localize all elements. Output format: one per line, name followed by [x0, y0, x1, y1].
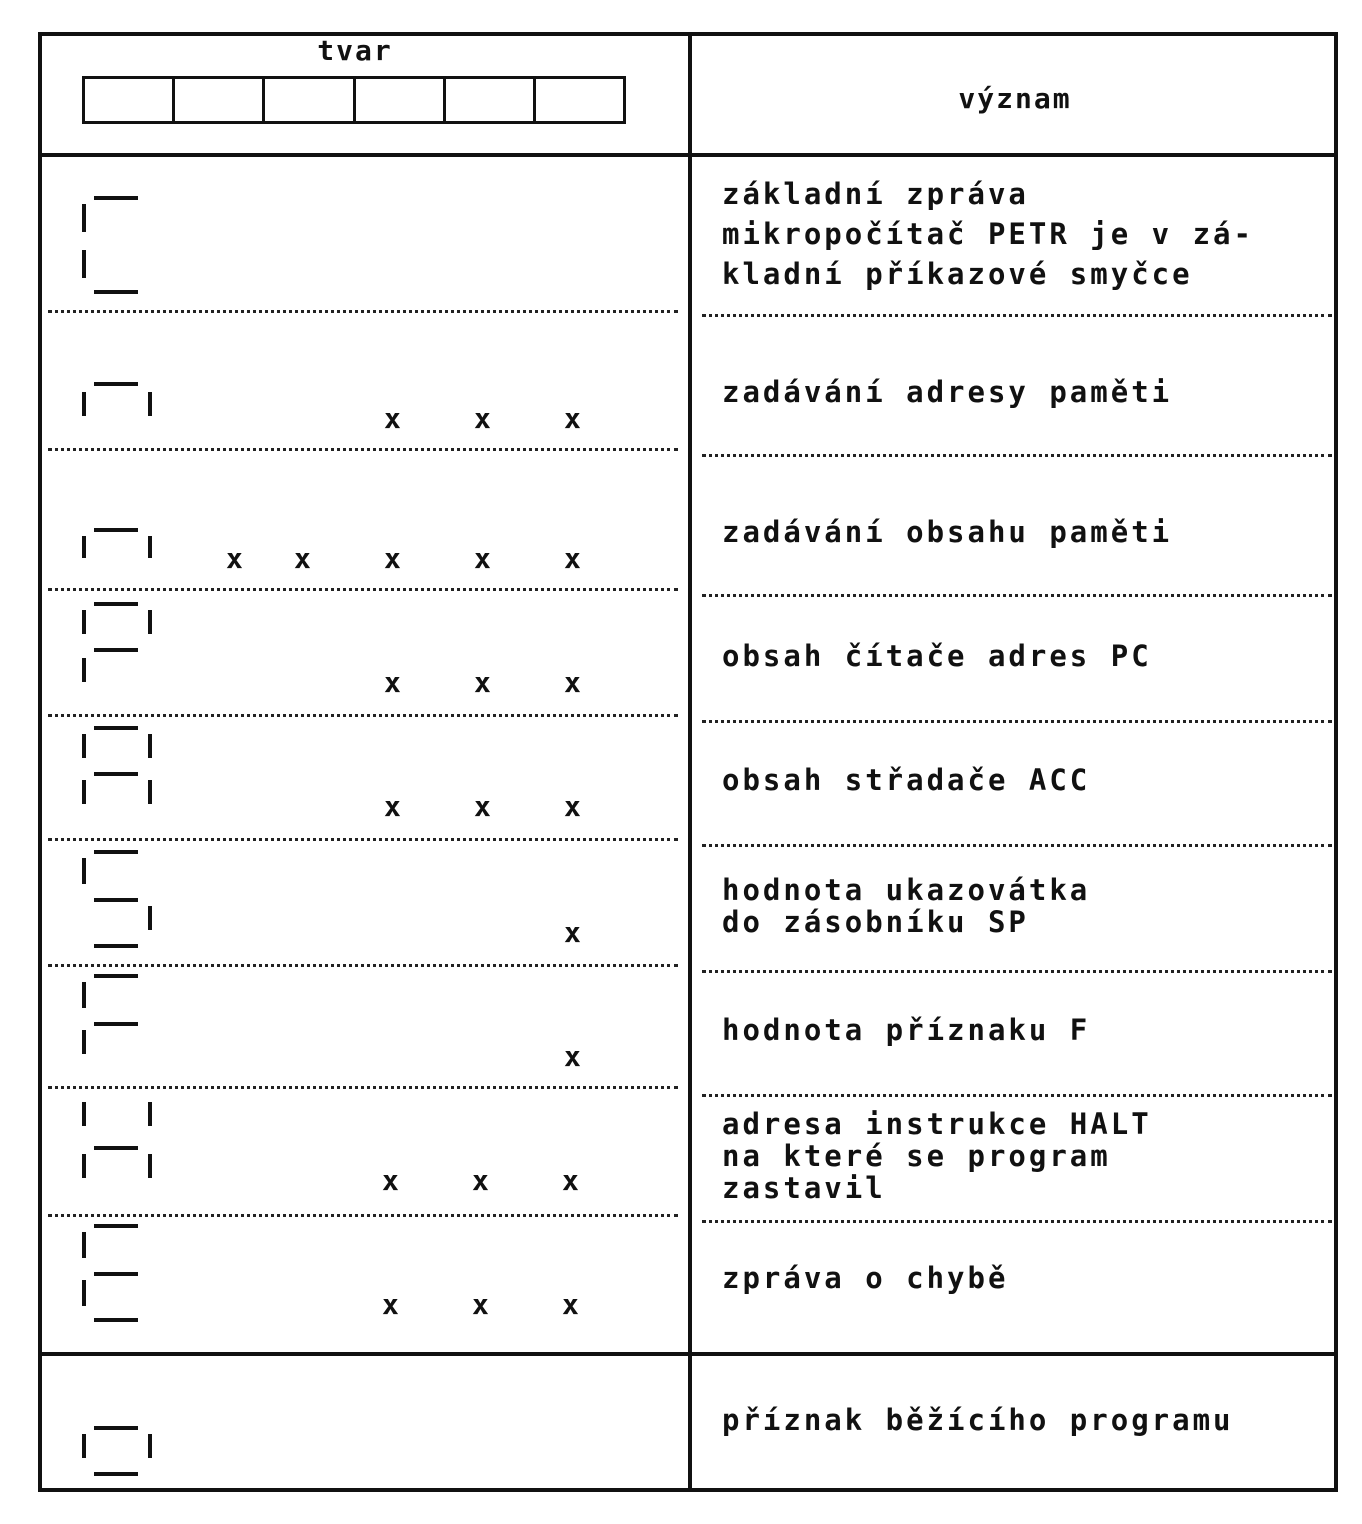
- meaning-text: hodnota ukazovátka do zásobníku SP: [722, 873, 1091, 939]
- digit-mark: x: [384, 790, 401, 823]
- meaning-text: zpráva o chybě: [722, 1261, 1009, 1295]
- digit-mark: x: [384, 402, 401, 435]
- meaning-text: adresa instrukce HALT na které se program zastavil: [722, 1107, 1152, 1205]
- meaning-text: zadávání obsahu paměti: [722, 515, 1173, 549]
- segment-glyph-row-7: [84, 1104, 150, 1176]
- digit-mark: x: [564, 1040, 581, 1073]
- shape-header-label: tvar: [317, 34, 393, 67]
- meaning-text: obsah čítače adres PC: [722, 639, 1152, 673]
- digit-mark: x: [382, 1164, 399, 1197]
- digit-mark: x: [564, 790, 581, 823]
- segment-glyph-row-3: [84, 604, 150, 680]
- segment-glyph-row-4: [84, 728, 150, 802]
- meaning-text: zadávání adresy paměti: [722, 375, 1173, 409]
- segment-glyph-row-5: [84, 852, 150, 946]
- digit-mark: x: [384, 542, 401, 575]
- digit-mark: x: [382, 1288, 399, 1321]
- digit-mark: x: [474, 402, 491, 435]
- digit-mark: x: [564, 542, 581, 575]
- digit-mark: x: [474, 790, 491, 823]
- meaning-text: příznak běžícího programu: [722, 1403, 1234, 1437]
- digit-mark: x: [564, 402, 581, 435]
- digit-mark: x: [564, 916, 581, 949]
- segment-glyph-row-2: [84, 530, 150, 556]
- segment-glyph-row-0: [84, 198, 136, 292]
- digit-mark: x: [472, 1164, 489, 1197]
- digit-mark: x: [294, 542, 311, 575]
- digit-mark: x: [474, 666, 491, 699]
- digit-mark: x: [474, 542, 491, 575]
- meaning-text: obsah střadače ACC: [722, 763, 1091, 797]
- meaning-text: základní zpráva mikropočítač PETR je v zá- kladní příkazové smyčce: [722, 177, 1254, 291]
- digit-mark: x: [472, 1288, 489, 1321]
- digit-mark: x: [564, 666, 581, 699]
- meaning-text: hodnota příznaku F: [722, 1013, 1091, 1047]
- digit-mark: x: [226, 542, 243, 575]
- segment-glyph-row-8: [84, 1226, 136, 1320]
- digit-mark: x: [562, 1164, 579, 1197]
- meaning-header-label: význam: [958, 82, 1072, 115]
- segment-glyph-row-9: [84, 1428, 150, 1474]
- digit-mark: x: [562, 1288, 579, 1321]
- segment-glyph-row-1: [84, 384, 150, 414]
- digit-mark: x: [384, 666, 401, 699]
- segment-glyph-row-6: [84, 976, 136, 1052]
